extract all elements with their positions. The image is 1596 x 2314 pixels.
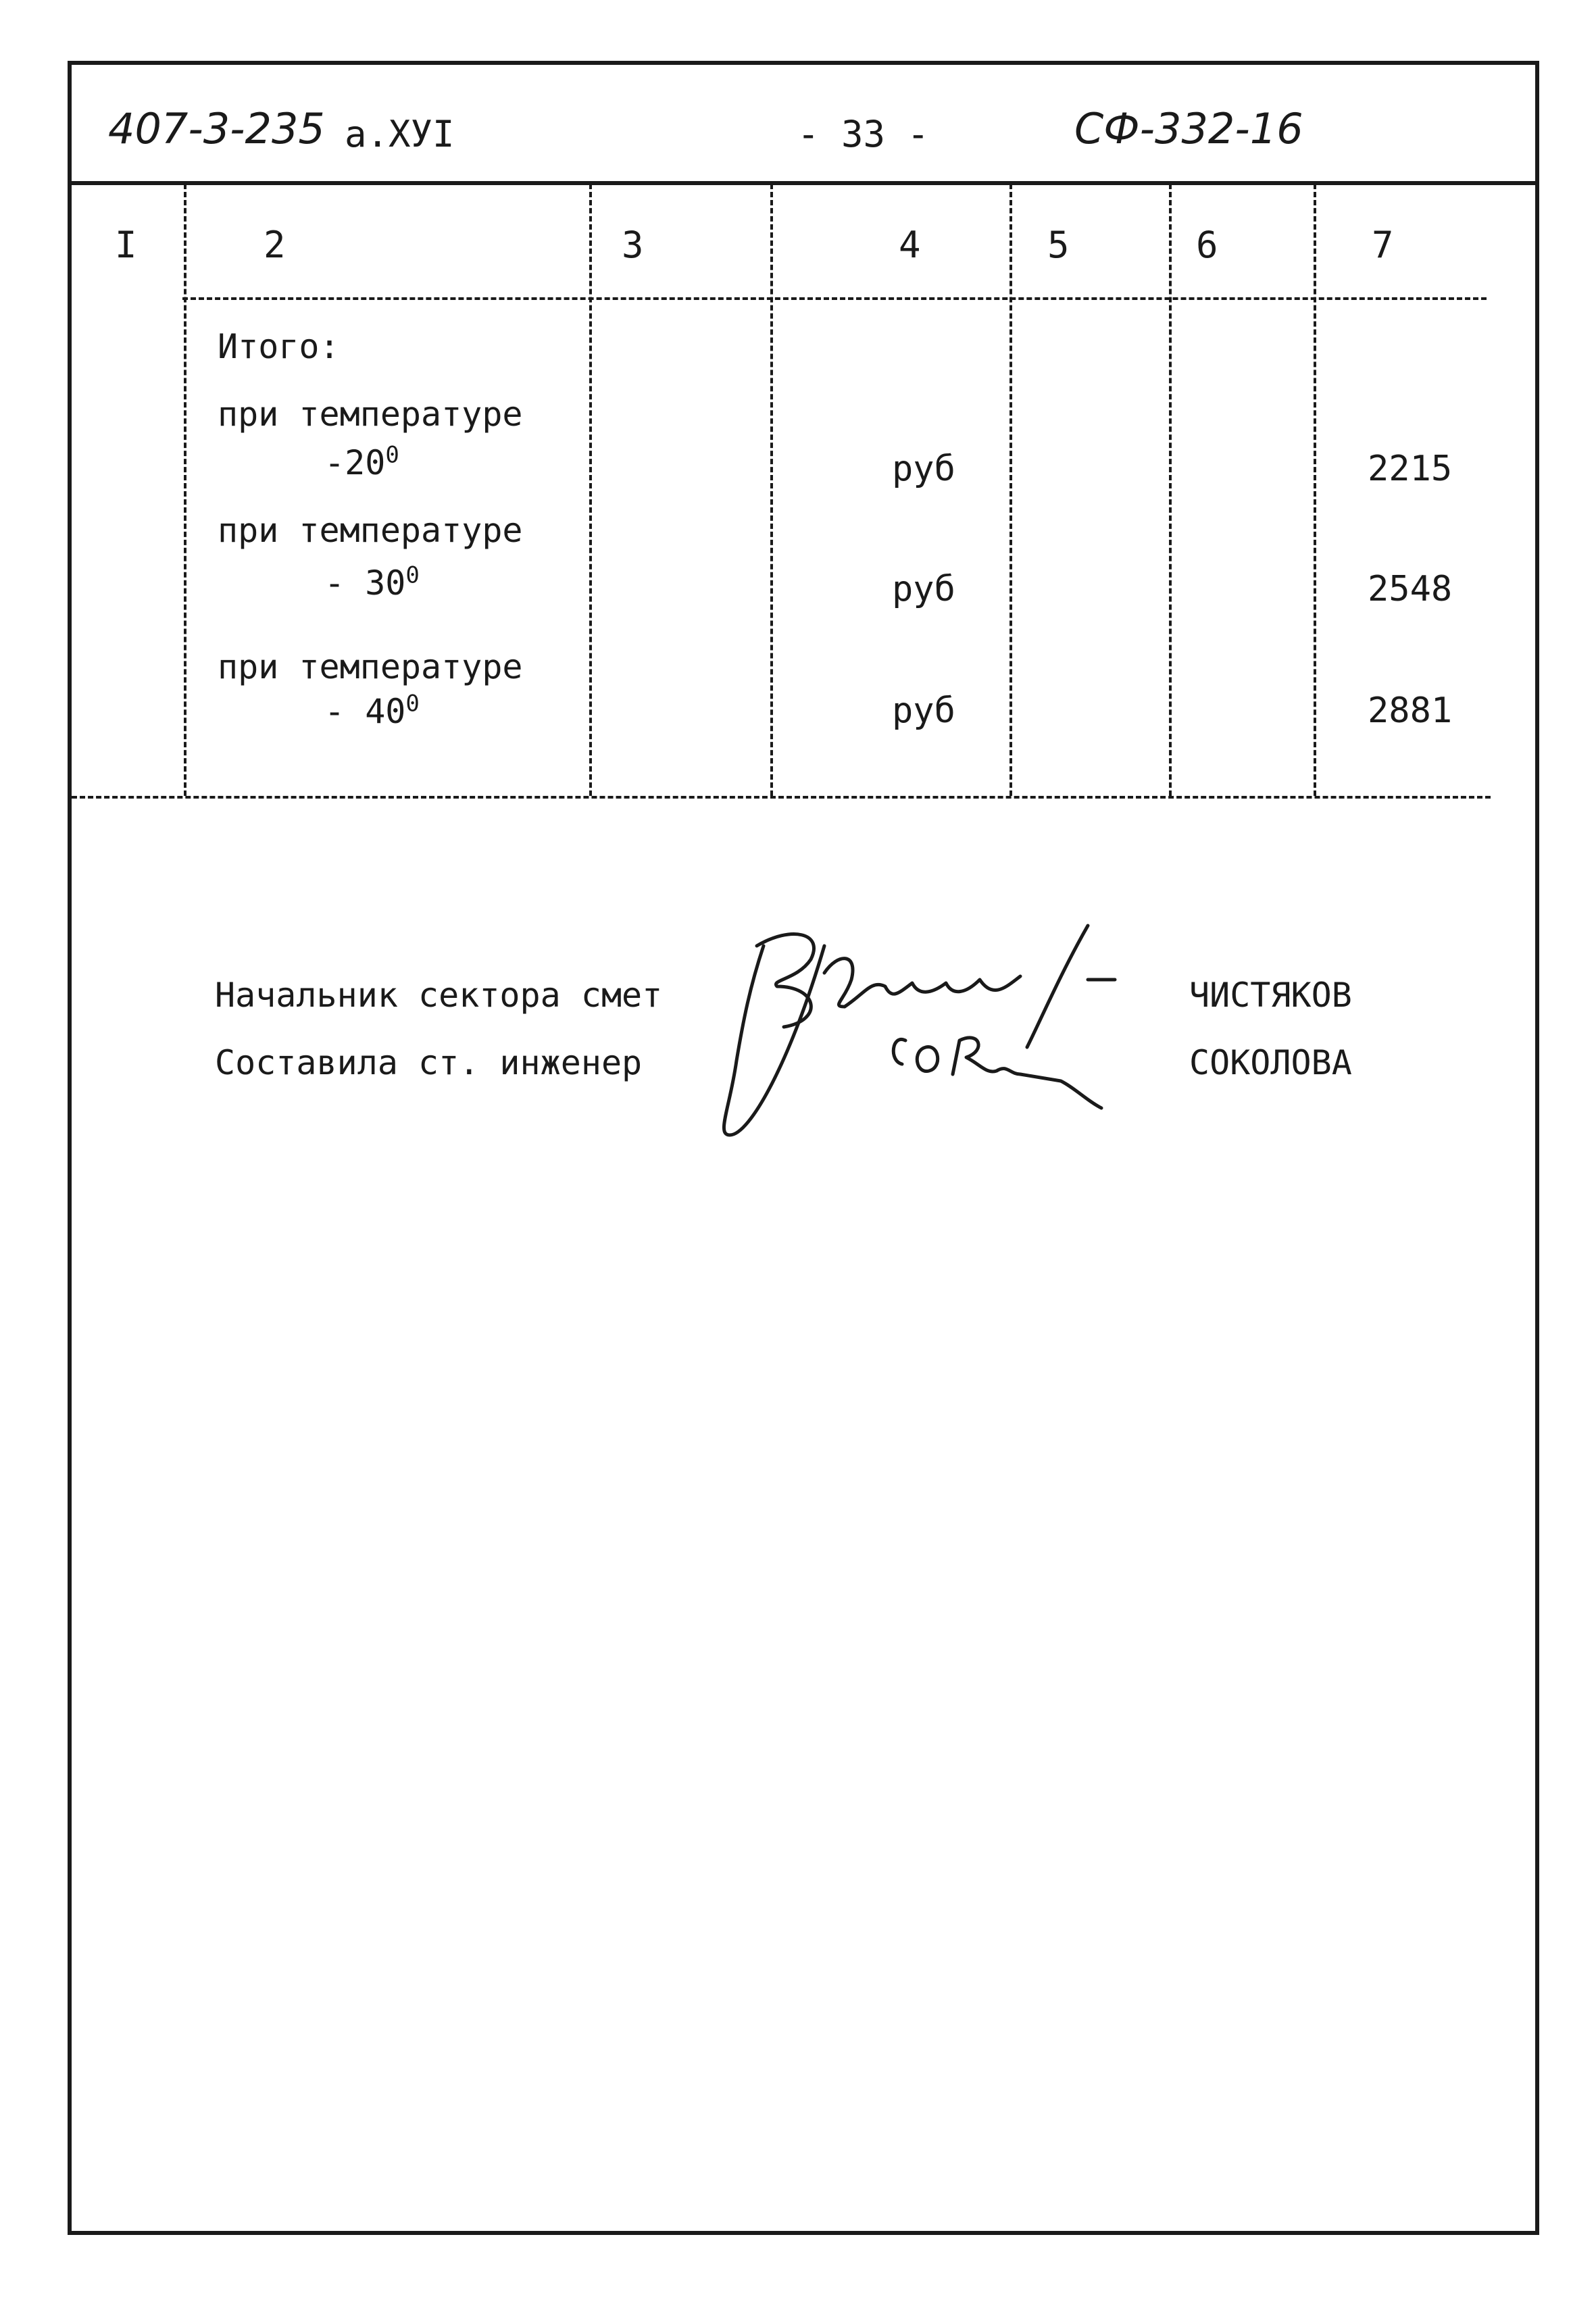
col-divider-5 [1169, 184, 1172, 796]
row-label: при температуре [218, 511, 523, 550]
column-number: 4 [899, 224, 921, 266]
column-header-divider [182, 297, 1487, 300]
column-number: 2 [264, 224, 286, 266]
column-number: 5 [1047, 224, 1070, 266]
total-label: Итого: [218, 327, 340, 366]
sheet-code: СФ-332-16 [1074, 104, 1303, 153]
row-value: 2548 [1368, 569, 1453, 609]
handwritten-signature [709, 905, 1142, 1149]
column-number: 3 [622, 224, 644, 266]
row-unit: руб [892, 569, 955, 609]
row-label: при температуре [218, 647, 523, 686]
col-divider-6 [1314, 184, 1316, 796]
column-number: I [115, 224, 137, 266]
col-divider-2 [589, 184, 592, 796]
album-number: а.XУI [345, 113, 455, 155]
row-label: при температуре [218, 395, 523, 434]
page-number: - 33 - [797, 113, 930, 155]
row-value: 2881 [1368, 690, 1453, 731]
column-number: 6 [1196, 224, 1218, 266]
row-temperature: - $30^0$ [324, 561, 420, 603]
signatory-name: ЧИСТЯКОВ [1189, 976, 1352, 1015]
row-temperature: - $40^0$ [324, 690, 420, 731]
col-divider-4 [1009, 184, 1012, 796]
signatory-role: Составила ст. инженер [215, 1043, 643, 1082]
col-divider-1 [184, 184, 186, 796]
row-unit: руб [892, 449, 955, 489]
row-temperature: $-20^0$ [324, 441, 399, 482]
table-bottom-line [72, 796, 1491, 799]
doc-code: 407-3-235 [108, 104, 325, 153]
column-number: 7 [1372, 224, 1394, 266]
row-value: 2215 [1368, 449, 1453, 489]
row-unit: руб [892, 690, 955, 731]
col-divider-3 [770, 184, 773, 796]
signatory-role: Начальник сектора смет [215, 976, 663, 1015]
signatory-name: СОКОЛОВА [1189, 1043, 1352, 1082]
